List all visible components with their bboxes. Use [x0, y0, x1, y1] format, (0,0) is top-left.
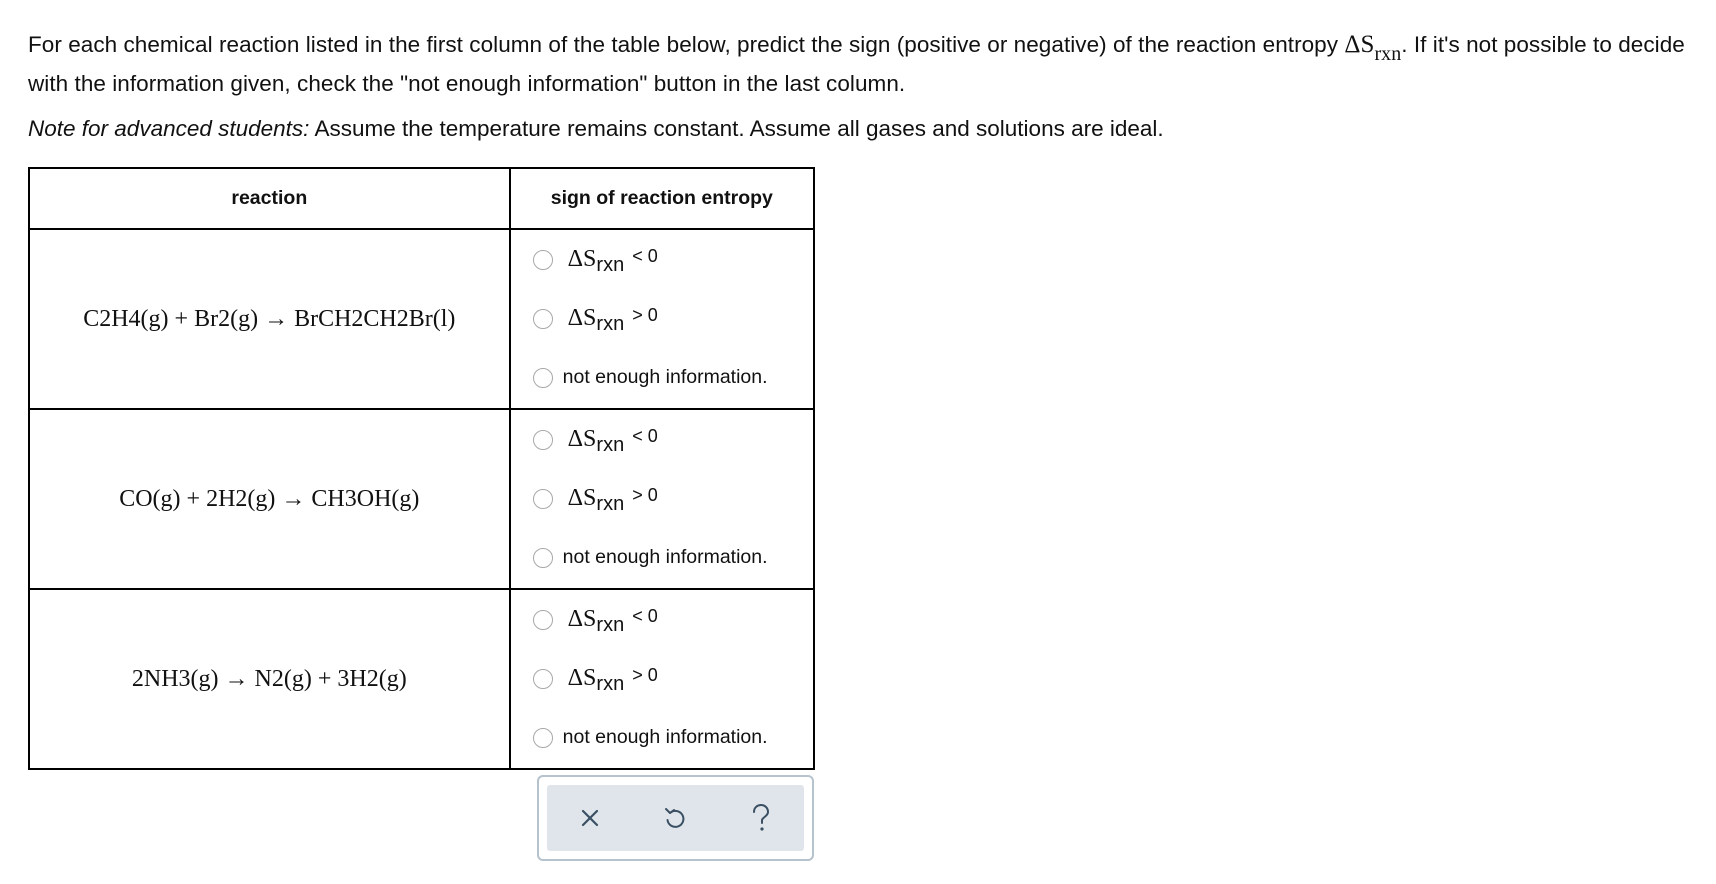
option-value: > 0 — [632, 485, 658, 505]
note-line — [28, 110, 1164, 147]
instructions-part2: . If it's not possible to decide with the information given, check the "not enough information" button in the last column. — [28, 32, 1685, 96]
option-positive[interactable] — [511, 289, 813, 348]
reaction-table — [28, 167, 815, 770]
radio-button[interactable] — [533, 548, 553, 568]
option-negative[interactable] — [511, 230, 813, 289]
radio-button[interactable] — [533, 368, 553, 388]
option-label: ΔS rxn > 0 — [567, 485, 658, 515]
table-row — [29, 229, 814, 409]
header-reaction: reaction — [29, 168, 510, 229]
option-not-enough-info[interactable] — [511, 708, 813, 767]
option-label: not enough information. — [562, 546, 768, 568]
undo-button[interactable] — [645, 793, 705, 843]
reaction-equation: CO(g) + 2H2(g) → CH3OH(g) — [119, 485, 420, 512]
option-value: < 0 — [632, 246, 658, 266]
reaction-cell — [29, 589, 510, 769]
radio-button[interactable] — [533, 309, 553, 329]
help-icon — [749, 803, 773, 833]
reaction-equation: C2H4(g) + Br2(g) → BrCH2CH2Br(l) — [83, 305, 456, 332]
radio-button[interactable] — [533, 610, 553, 630]
option-value: < 0 — [632, 426, 658, 446]
option-negative[interactable] — [511, 590, 813, 649]
instructions-text — [28, 26, 1708, 102]
reaction-cell — [29, 409, 510, 589]
option-label: ΔS rxn < 0 — [567, 606, 658, 636]
option-label: ΔS rxn < 0 — [567, 246, 658, 276]
radio-button[interactable] — [533, 250, 553, 270]
option-positive[interactable] — [511, 469, 813, 528]
radio-button[interactable] — [533, 489, 553, 509]
radio-button[interactable] — [533, 430, 553, 450]
option-value: > 0 — [632, 665, 658, 685]
option-not-enough-info[interactable] — [511, 348, 813, 407]
x-icon — [579, 807, 601, 829]
reaction-equation: 2NH3(g) → N2(g) + 3H2(g) — [131, 665, 407, 692]
option-not-enough-info[interactable] — [511, 528, 813, 587]
options-cell — [510, 409, 814, 589]
help-button[interactable] — [731, 793, 791, 843]
option-label: not enough information. — [562, 726, 768, 748]
reaction-cell — [29, 229, 510, 409]
radio-button[interactable] — [533, 669, 553, 689]
option-label: ΔS rxn < 0 — [567, 426, 658, 456]
option-value: < 0 — [632, 606, 658, 626]
option-label: ΔS rxn > 0 — [567, 665, 658, 695]
options-cell — [510, 229, 814, 409]
header-sign: sign of reaction entropy — [510, 168, 814, 229]
delta-s-symbol: ΔS — [1344, 31, 1375, 58]
undo-icon — [662, 805, 688, 831]
note-label: Note for advanced students: — [28, 116, 310, 141]
clear-button[interactable] — [560, 793, 620, 843]
option-value: > 0 — [632, 305, 658, 325]
table-header-row — [29, 168, 814, 229]
option-positive[interactable] — [511, 649, 813, 708]
answer-toolbar — [537, 775, 814, 861]
option-negative[interactable] — [511, 410, 813, 469]
note-text: Assume the temperature remains constant. Assume all gases and solutions are ideal. — [309, 116, 1164, 141]
radio-button[interactable] — [533, 728, 553, 748]
options-cell — [510, 589, 814, 769]
instructions-part1: For each chemical reaction listed in the first column of the table below, predict the sign (positive or negative) of the reaction entropy — [28, 32, 1339, 57]
toolbar-inner — [547, 785, 804, 851]
table-row — [29, 409, 814, 589]
table-row — [29, 589, 814, 769]
option-label: ΔS rxn > 0 — [567, 305, 658, 335]
rxn-subscript: rxn — [1374, 43, 1402, 65]
option-label: not enough information. — [562, 366, 768, 388]
